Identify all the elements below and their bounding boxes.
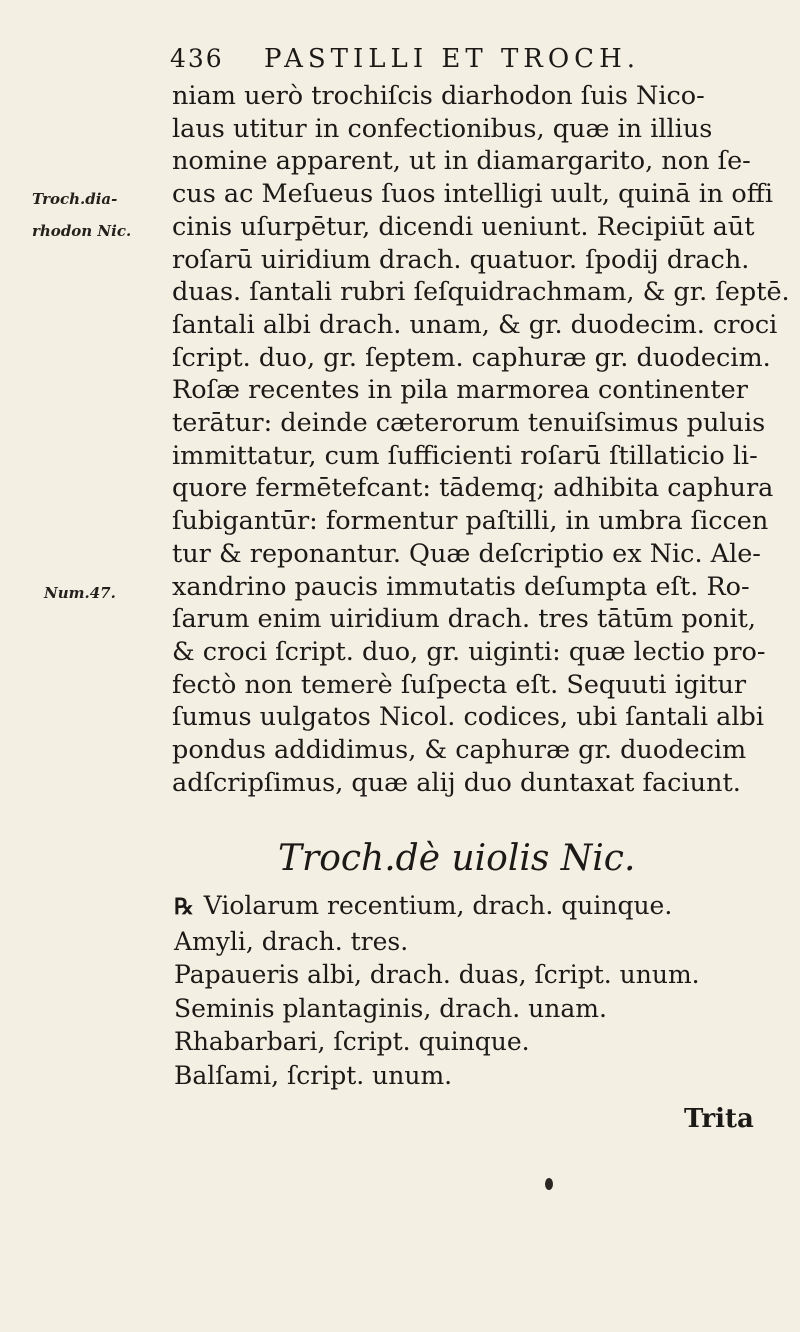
- text-line: cus ac Meſueus ſuos intelligi uult, quinā in offi: [172, 179, 774, 210]
- text-line: Roſæ recentes in pila marmorea continenter: [172, 375, 748, 406]
- running-head: PASTILLI ET TROCH.: [263, 44, 641, 74]
- page-number: 436: [170, 44, 224, 73]
- text-line: laus utitur in confectionibus, quæ in illius: [172, 113, 713, 144]
- margin-note-num-47: Num.47.: [44, 584, 116, 602]
- text-line: immittatur, cum ſufficienti roſarū ſtillaticio li-: [172, 440, 758, 471]
- text-line: xandrino paucis immutatis deſumpta eſt. Ro-: [172, 571, 750, 602]
- recipe-line: [174, 889, 774, 925]
- text-line: cinis uſurpētur, dicendi ueniunt. Recipiūt aūt: [172, 211, 755, 242]
- text-line: duas. ſantali rubri ſeſquidrachmam, & gr. ſeptē.: [172, 277, 790, 308]
- text-line: & croci ſcript. duo, gr. uiginti: quæ lectio pro-: [172, 636, 766, 667]
- main-text-block: [172, 80, 792, 799]
- recipe-line: Papaueris albi, drach. duas, ſcript. unum.: [174, 960, 700, 989]
- recipe-list: [174, 889, 774, 1092]
- text-line: niam uerò trochiſcis diarhodon ſuis Nico-: [172, 81, 705, 111]
- text-line: ſcript. duo, gr. ſeptem. caphuræ gr. duodecim.: [172, 342, 771, 373]
- text-line: pondus addidimus, & caphuræ gr. duodecim: [172, 735, 747, 766]
- text-line: terātur: deinde cæterorum tenuiſsimus puluis: [172, 408, 766, 439]
- margin-note-troch-diarhodon: Troch.dia-: [32, 190, 118, 208]
- text-line: nomine apparent, ut in diamargarito, non ſe-: [172, 146, 751, 177]
- catchword: Trita: [684, 1104, 754, 1134]
- recipe-line: Balſami, ſcript. unum.: [174, 1060, 453, 1090]
- section-title: Troch.dè uiolis Nic.: [278, 838, 636, 879]
- text-line: tur & reponantur. Quæ deſcriptio ex Nic. Ale-: [172, 538, 761, 569]
- ink-dot: [545, 1178, 553, 1190]
- recipe-symbol-icon: ℞: [174, 894, 194, 920]
- margin-note-rhodon-nic: rhodon Nic.: [32, 222, 132, 240]
- text-line: ſantali albi drach. unam, & gr. duodecim. croci: [172, 309, 778, 340]
- recipe-ingredient: Violarum recentium, drach. quinque.: [203, 891, 673, 920]
- recipe-line: Seminis plantaginis, drach. unam.: [174, 993, 607, 1023]
- text-line: ſumus uulgatos Nicol. codices, ubi ſantali albi: [172, 702, 765, 733]
- recipe-line: Rhabarbari, ſcript. quinque.: [174, 1027, 530, 1056]
- page-header: [170, 44, 640, 74]
- text-line: quore fermētefcant: tādemq; adhibita caphura: [172, 473, 774, 504]
- text-line: ſubigantūr: formentur paſtilli, in umbra ſiccen: [172, 506, 769, 537]
- text-line: adſcripſimus, quæ alij duo duntaxat faciunt.: [172, 767, 741, 798]
- text-line: fectò non temerè ſuſpecta eſt. Sequuti igitur: [172, 669, 747, 700]
- recipe-line: Amyli, drach. tres.: [174, 926, 409, 956]
- text-line: ſarum enim uiridium drach. tres tātūm ponit,: [172, 604, 756, 635]
- text-line: roſarū uiridium drach. quatuor. ſpodij drach.: [172, 244, 750, 275]
